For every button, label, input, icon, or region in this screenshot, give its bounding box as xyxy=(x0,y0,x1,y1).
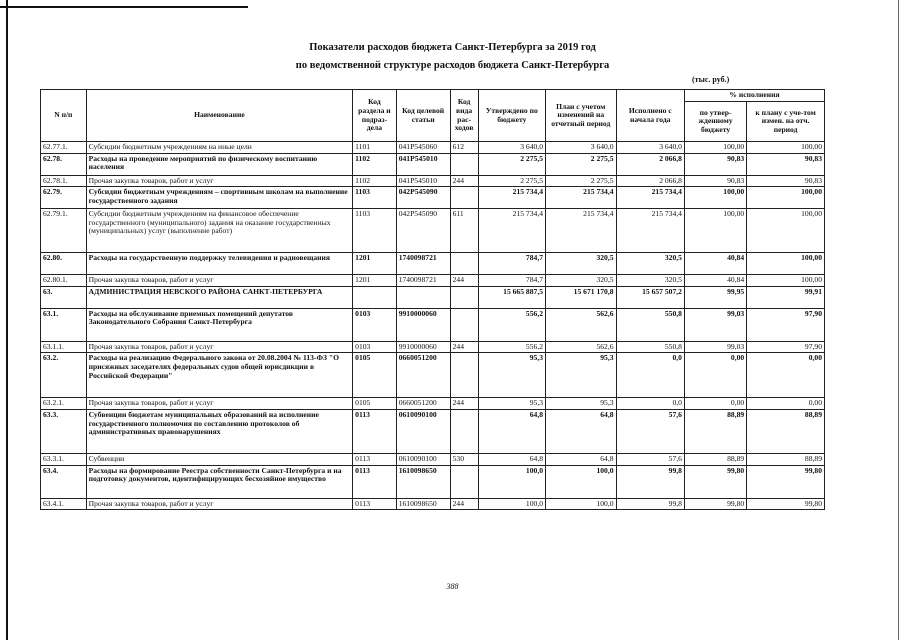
row-pct-plan: 99,80 xyxy=(747,465,825,498)
table-row xyxy=(41,398,825,410)
row-executed: 215 734,4 xyxy=(616,187,684,209)
row-target-code: 1740098721 xyxy=(396,253,450,275)
header-pct-group: % исполнения xyxy=(684,90,824,102)
header-num: N п/п xyxy=(41,90,87,142)
header-target-code: Код целевой статьи xyxy=(396,90,450,142)
row-executed: 320,5 xyxy=(616,253,684,275)
row-pct-approved: 100,00 xyxy=(684,142,746,154)
row-num: 62.78. xyxy=(41,153,87,175)
row-pct-plan: 100,00 xyxy=(747,187,825,209)
header-plan: План с учетом изменений на отчетный период xyxy=(546,90,617,142)
row-type-code: 244 xyxy=(450,175,478,187)
table-body xyxy=(41,142,825,510)
table-row xyxy=(41,153,825,175)
row-target-code: 0660051200 xyxy=(396,353,450,398)
row-pct-approved: 99,95 xyxy=(684,286,746,308)
row-name: Расходы на обслуживание приемных помещений депутатов Законодательного Собрания Санкт-Петербурга xyxy=(86,308,353,341)
row-section-code: 0113 xyxy=(353,409,397,453)
row-pct-approved: 100,00 xyxy=(684,187,746,209)
row-pct-approved: 40,84 xyxy=(684,253,746,275)
row-num: 62.80. xyxy=(41,253,87,275)
table-row xyxy=(41,253,825,275)
row-approved: 15 665 887,5 xyxy=(478,286,545,308)
row-plan: 64,8 xyxy=(546,409,617,453)
row-pct-plan: 97,90 xyxy=(747,308,825,341)
row-type-code xyxy=(450,286,478,308)
row-approved: 215 734,4 xyxy=(478,187,545,209)
row-num: 63.1.1. xyxy=(41,341,87,353)
row-approved: 556,2 xyxy=(478,308,545,341)
row-name: Расходы на формирование Реестра собственности Санкт-Петербурга и на подготовку документов, идентифицирующих бесхозяйное имущество xyxy=(86,465,353,498)
header-pct-plan: к плану с уче-том измен. на отч. период xyxy=(747,102,825,142)
row-pct-approved: 0,00 xyxy=(684,353,746,398)
row-num: 63.4.1. xyxy=(41,498,87,510)
row-executed: 57,6 xyxy=(616,409,684,453)
row-type-code xyxy=(450,353,478,398)
row-approved: 100,0 xyxy=(478,498,545,510)
row-executed: 57,6 xyxy=(616,453,684,465)
row-type-code: 244 xyxy=(450,341,478,353)
row-approved: 215 734,4 xyxy=(478,209,545,253)
row-plan: 562,6 xyxy=(546,308,617,341)
row-section-code: 1201 xyxy=(353,275,397,287)
row-executed: 3 640,0 xyxy=(616,142,684,154)
row-target-code: 9910000060 xyxy=(396,341,450,353)
row-target-code: 0610090100 xyxy=(396,409,450,453)
row-pct-plan: 97,90 xyxy=(747,341,825,353)
row-section-code xyxy=(353,286,397,308)
table-row xyxy=(41,353,825,398)
row-executed: 99,8 xyxy=(616,498,684,510)
row-target-code: 041P545010 xyxy=(396,153,450,175)
row-target-code: 1740098721 xyxy=(396,275,450,287)
expenditure-table xyxy=(40,89,825,510)
row-target-code: 042P545090 xyxy=(396,187,450,209)
row-pct-plan: 90,83 xyxy=(747,153,825,175)
table-row xyxy=(41,275,825,287)
row-plan: 320,5 xyxy=(546,253,617,275)
row-section-code: 1102 xyxy=(353,175,397,187)
row-name: Прочая закупка товаров, работ и услуг xyxy=(86,498,353,510)
row-approved: 2 275,5 xyxy=(478,175,545,187)
page-title-line1: Показатели расходов бюджета Санкт-Петербурга за 2019 год xyxy=(309,42,596,53)
header-section-code: Код раздела и подраз-дела xyxy=(353,90,397,142)
row-approved: 100,0 xyxy=(478,465,545,498)
row-target-code: 1610098650 xyxy=(396,465,450,498)
row-name: Прочая закупка товаров, работ и услуг xyxy=(86,341,353,353)
row-executed: 550,8 xyxy=(616,308,684,341)
row-plan: 215 734,4 xyxy=(546,187,617,209)
row-num: 62.77.1. xyxy=(41,142,87,154)
row-type-code xyxy=(450,187,478,209)
row-executed: 0,0 xyxy=(616,353,684,398)
row-num: 62.80.1. xyxy=(41,275,87,287)
row-executed: 2 066,8 xyxy=(616,153,684,175)
row-pct-approved: 40,84 xyxy=(684,275,746,287)
row-name: Расходы на реализацию Федерального закона от 20.08.2004 № 113-ФЗ "О присяжных заседателях федеральных судов общей юрисдикции в Российской Федерации" xyxy=(86,353,353,398)
row-name: Субвенции xyxy=(86,453,353,465)
row-num: 63.3. xyxy=(41,409,87,453)
row-plan: 95,3 xyxy=(546,353,617,398)
row-type-code xyxy=(450,153,478,175)
row-pct-plan: 100,00 xyxy=(747,275,825,287)
page-title-line2: по ведомственной структуре расходов бюджета Санкт-Петербурга xyxy=(295,60,610,71)
row-target-code: 9910000060 xyxy=(396,308,450,341)
scan-border-top-left xyxy=(0,6,248,8)
row-section-code: 1102 xyxy=(353,153,397,175)
row-approved: 2 275,5 xyxy=(478,153,545,175)
row-approved: 95,3 xyxy=(478,353,545,398)
row-type-code: 611 xyxy=(450,209,478,253)
row-plan: 3 640,0 xyxy=(546,142,617,154)
row-pct-plan: 99,91 xyxy=(747,286,825,308)
row-target-code: 042P545090 xyxy=(396,209,450,253)
table-row xyxy=(41,286,825,308)
row-plan: 2 275,5 xyxy=(546,153,617,175)
row-section-code: 0113 xyxy=(353,465,397,498)
row-pct-approved: 99,03 xyxy=(684,341,746,353)
page-number: 388 xyxy=(446,582,459,591)
row-target-code: 0610090100 xyxy=(396,453,450,465)
row-num: 62.79.1. xyxy=(41,209,87,253)
row-type-code: 530 xyxy=(450,453,478,465)
table-row xyxy=(41,175,825,187)
row-executed: 2 066,8 xyxy=(616,175,684,187)
row-num: 63.2. xyxy=(41,353,87,398)
row-plan: 95,3 xyxy=(546,398,617,410)
header-executed: Исполнено с начала года xyxy=(616,90,684,142)
row-name: Субсидии бюджетным учреждениям на иные цели xyxy=(86,142,353,154)
row-name: Прочая закупка товаров, работ и услуг xyxy=(86,275,353,287)
row-num: 63.3.1. xyxy=(41,453,87,465)
row-type-code xyxy=(450,308,478,341)
row-pct-approved: 88,89 xyxy=(684,453,746,465)
row-section-code: 1101 xyxy=(353,142,397,154)
row-executed: 215 734,4 xyxy=(616,209,684,253)
row-plan: 15 671 170,8 xyxy=(546,286,617,308)
row-name: Прочая закупка товаров, работ и услуг xyxy=(86,175,353,187)
row-name: Расходы на проведение мероприятий по физическому воспитанию населения xyxy=(86,153,353,175)
row-section-code: 0103 xyxy=(353,308,397,341)
row-name: Субсидии бюджетным учреждениям на финансовое обеспечение государственного (муниципального) задания на оказание государственных (муниципальных) услуг (выполнение работ) xyxy=(86,209,353,253)
row-section-code: 1103 xyxy=(353,187,397,209)
row-section-code: 1103 xyxy=(353,209,397,253)
header-type-code: Код вида рас-ходов xyxy=(450,90,478,142)
row-num: 62.79. xyxy=(41,187,87,209)
units-label: (тыс. руб.) xyxy=(692,75,730,84)
row-num: 62.78.1. xyxy=(41,175,87,187)
row-plan: 215 734,4 xyxy=(546,209,617,253)
table-row xyxy=(41,465,825,498)
header-pct-approved: по утвер-жденному бюджету xyxy=(684,102,746,142)
table-row xyxy=(41,498,825,510)
row-pct-approved: 99,80 xyxy=(684,498,746,510)
scan-border-right xyxy=(898,0,899,640)
row-pct-plan: 100,00 xyxy=(747,253,825,275)
row-target-code: 1610098650 xyxy=(396,498,450,510)
header-name: Наименование xyxy=(86,90,353,142)
row-section-code: 0113 xyxy=(353,498,397,510)
row-approved: 784,7 xyxy=(478,275,545,287)
row-approved: 64,8 xyxy=(478,409,545,453)
header-approved: Утверждено по бюджету xyxy=(478,90,545,142)
row-plan: 100,0 xyxy=(546,498,617,510)
row-pct-plan: 0,00 xyxy=(747,398,825,410)
row-type-code: 244 xyxy=(450,275,478,287)
row-plan: 64,8 xyxy=(546,453,617,465)
row-target-code: 041P545060 xyxy=(396,142,450,154)
table-row xyxy=(41,341,825,353)
row-approved: 3 640,0 xyxy=(478,142,545,154)
row-type-code xyxy=(450,253,478,275)
row-type-code: 244 xyxy=(450,498,478,510)
row-approved: 95,3 xyxy=(478,398,545,410)
row-type-code: 612 xyxy=(450,142,478,154)
row-plan: 320,5 xyxy=(546,275,617,287)
row-target-code xyxy=(396,286,450,308)
row-pct-plan: 99,80 xyxy=(747,498,825,510)
scan-border-left xyxy=(6,0,8,640)
row-target-code: 0660051200 xyxy=(396,398,450,410)
row-pct-approved: 0,00 xyxy=(684,398,746,410)
row-type-code xyxy=(450,409,478,453)
table-row xyxy=(41,187,825,209)
row-num: 63. xyxy=(41,286,87,308)
row-plan: 2 275,5 xyxy=(546,175,617,187)
row-approved: 556,2 xyxy=(478,341,545,353)
row-pct-plan: 88,89 xyxy=(747,409,825,453)
row-pct-approved: 100,00 xyxy=(684,209,746,253)
row-name: Субсидии бюджетным учреждениям – спортивным школам на выполнение государственного задания xyxy=(86,187,353,209)
row-section-code: 0105 xyxy=(353,398,397,410)
table-row xyxy=(41,209,825,253)
row-name: Прочая закупка товаров, работ и услуг xyxy=(86,398,353,410)
row-name: Расходы на государственную поддержку телевидения и радиовещания xyxy=(86,253,353,275)
row-executed: 0,0 xyxy=(616,398,684,410)
row-approved: 64,8 xyxy=(478,453,545,465)
row-executed: 320,5 xyxy=(616,275,684,287)
row-pct-plan: 100,00 xyxy=(747,209,825,253)
row-pct-approved: 90,83 xyxy=(684,175,746,187)
row-approved: 784,7 xyxy=(478,253,545,275)
row-executed: 99,8 xyxy=(616,465,684,498)
row-num: 63.2.1. xyxy=(41,398,87,410)
table-row xyxy=(41,453,825,465)
table-row xyxy=(41,142,825,154)
row-pct-plan: 0,00 xyxy=(747,353,825,398)
row-pct-plan: 88,89 xyxy=(747,453,825,465)
row-num: 63.1. xyxy=(41,308,87,341)
row-pct-approved: 90,83 xyxy=(684,153,746,175)
table-row xyxy=(41,308,825,341)
row-target-code: 041P545010 xyxy=(396,175,450,187)
row-plan: 562,6 xyxy=(546,341,617,353)
row-pct-plan: 100,00 xyxy=(747,142,825,154)
row-pct-plan: 90,83 xyxy=(747,175,825,187)
row-executed: 15 657 507,2 xyxy=(616,286,684,308)
row-name: АДМИНИСТРАЦИЯ НЕВСКОГО РАЙОНА САНКТ-ПЕТЕРБУРГА xyxy=(86,286,353,308)
row-name: Субвенции бюджетам муниципальных образований на исполнение государственного полномочия по составлению протоколов об административных правонарушениях xyxy=(86,409,353,453)
row-section-code: 0105 xyxy=(353,353,397,398)
row-executed: 550,8 xyxy=(616,341,684,353)
row-section-code: 0113 xyxy=(353,453,397,465)
row-section-code: 1201 xyxy=(353,253,397,275)
row-pct-approved: 99,80 xyxy=(684,465,746,498)
row-pct-approved: 88,89 xyxy=(684,409,746,453)
table-row xyxy=(41,409,825,453)
row-plan: 100,0 xyxy=(546,465,617,498)
row-type-code xyxy=(450,465,478,498)
row-pct-approved: 99,03 xyxy=(684,308,746,341)
row-type-code: 244 xyxy=(450,398,478,410)
row-num: 63.4. xyxy=(41,465,87,498)
row-section-code: 0103 xyxy=(353,341,397,353)
